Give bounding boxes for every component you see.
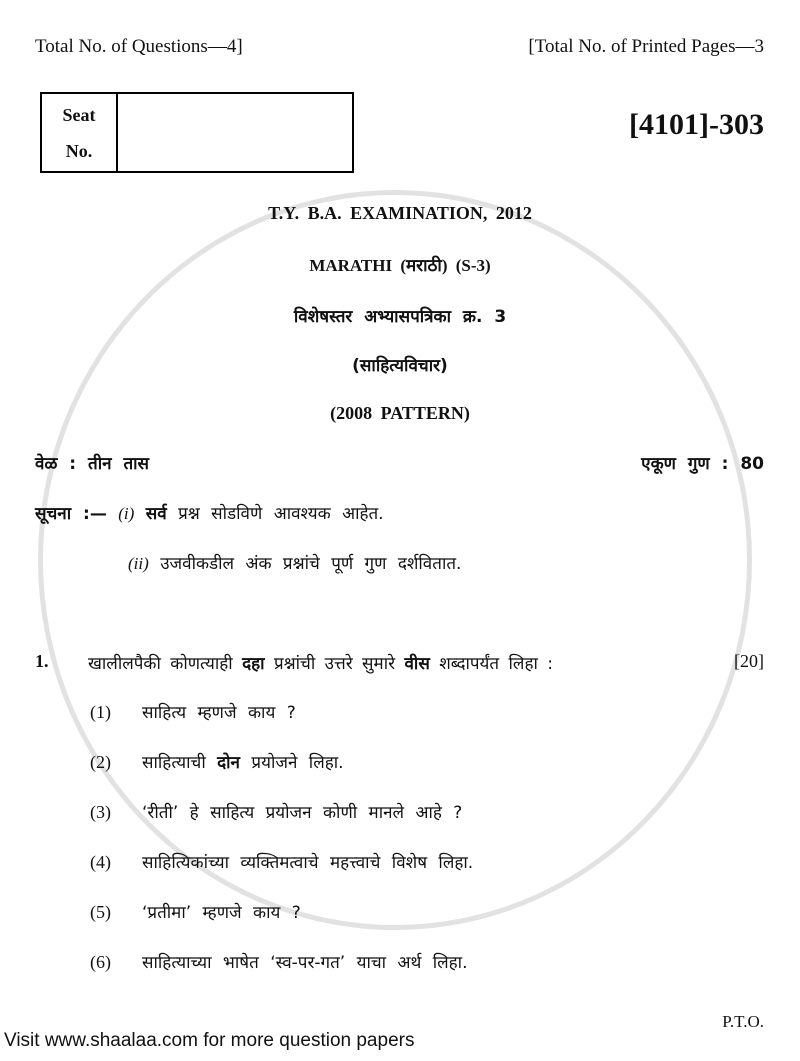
paper-code: [4101]-303 — [629, 108, 764, 141]
sub-question — [90, 850, 473, 873]
sub-question-number: (3) — [90, 802, 111, 822]
seat-label — [42, 94, 118, 171]
sub-question — [90, 950, 468, 973]
total-questions: Total No. of Questions—4] — [35, 36, 243, 57]
exam-title: T.Y. B.A. EXAMINATION, 2012 — [268, 203, 532, 223]
instruction-bold: सर्व — [145, 504, 167, 524]
sub-question — [90, 750, 344, 773]
question-text-part: खालीलपैकी कोणत्याही — [88, 654, 233, 674]
instruction-1 — [35, 501, 384, 524]
instruction-2 — [128, 551, 461, 574]
instruction-num: (i) — [118, 504, 135, 523]
paper-title: विशेषस्तर अभ्यासपत्रिका क्र. 3 — [293, 307, 507, 327]
total-pages: [Total No. of Printed Pages—3 — [528, 36, 764, 57]
seat-label-line2: No. — [65, 140, 93, 161]
seat-label-line1: Seat — [62, 104, 96, 125]
sub-question-bold: दोन — [217, 753, 240, 773]
question-marks: [20] — [734, 651, 764, 671]
sub-question-number: (2) — [90, 752, 111, 772]
sub-question-text: प्रयोजने लिहा. — [251, 753, 344, 773]
question-text-part: शब्दापर्यंत लिहा : — [439, 654, 554, 674]
footer-link[interactable]: Visit www.shaalaa.com for more question papers — [4, 1030, 415, 1051]
question-bold: वीस — [404, 654, 430, 674]
pto: P.T.O. — [722, 1012, 764, 1031]
instructions-label: सूचना :— — [35, 504, 107, 524]
instruction-text: उजवीकडील अंक प्रश्नांचे पूर्ण गुण दर्शवितात. — [160, 554, 462, 574]
instruction-text: प्रश्न सोडविणे आवश्यक आहेत. — [178, 504, 384, 524]
seat-number-box — [40, 92, 354, 173]
sub-question-text: ‘प्रतीमा’ म्हणजे काय ? — [142, 903, 301, 923]
question-number: 1. — [35, 651, 49, 671]
pattern-title: (2008 PATTERN) — [330, 403, 470, 423]
question-text — [88, 651, 708, 674]
sub-question-number: (4) — [90, 852, 111, 872]
sub-question-number: (1) — [90, 702, 111, 722]
sub-question-number: (6) — [90, 952, 111, 972]
sub-question-number: (5) — [90, 902, 111, 922]
sub-question-text: ‘रीती’ हे साहित्य प्रयोजन कोणी मानले आहे ? — [142, 803, 463, 823]
sub-question — [90, 900, 301, 923]
topic-title: (साहित्यविचार) — [352, 356, 448, 376]
subject-title: MARATHI (मराठी) (S-3) — [309, 256, 491, 275]
sub-question-text: साहित्याची — [142, 753, 206, 773]
total-marks: एकूण गुण : 80 — [641, 454, 764, 474]
sub-question — [90, 700, 296, 723]
sub-question-text: साहित्याच्या भाषेत ‘स्व-पर-गत’ याचा अर्थ लिहा. — [142, 953, 468, 973]
sub-question — [90, 800, 462, 823]
time-allowed: वेळ : तीन तास — [35, 454, 150, 474]
sub-question-text: साहित्य म्हणजे काय ? — [142, 703, 296, 723]
question-text-part: प्रश्नांची उत्तरे सुमारे — [273, 654, 396, 674]
question-bold: दहा — [242, 654, 265, 674]
sub-question-text: साहित्यिकांच्या व्यक्तिमत्वाचे महत्त्वाचे विशेष लिहा. — [142, 853, 474, 873]
instruction-num: (ii) — [128, 554, 149, 573]
